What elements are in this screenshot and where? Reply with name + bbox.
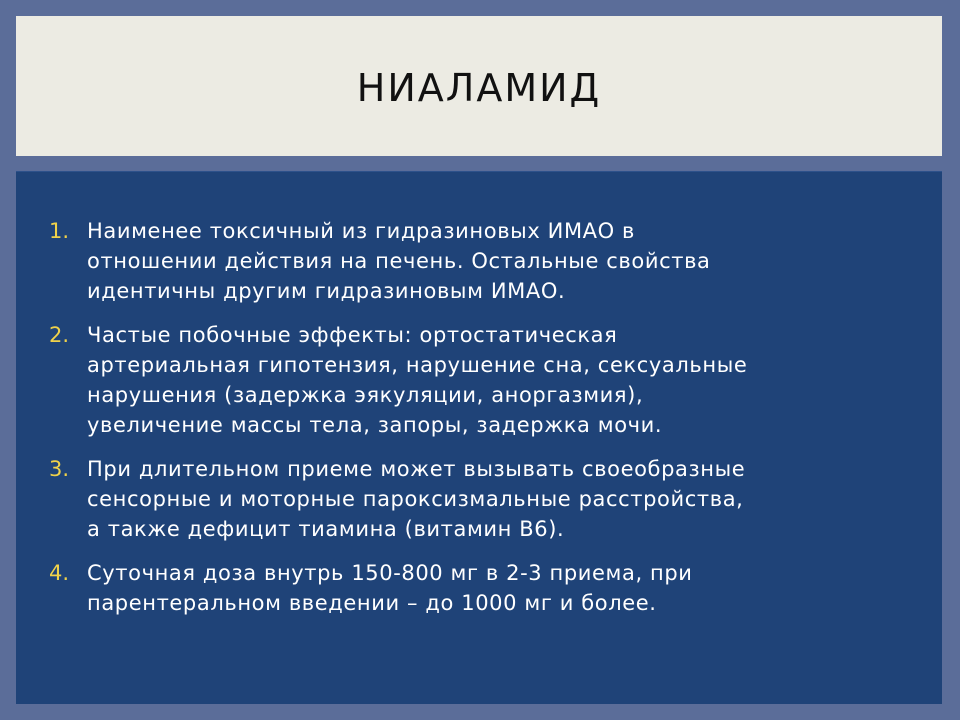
text-line: сенсорные и моторные пароксизмальные расстройства, (87, 487, 744, 511)
title-band (16, 16, 942, 156)
text-line: отношении действия на печень. Остальные свойства (87, 249, 711, 273)
content-panel (16, 171, 942, 704)
list-item (49, 558, 889, 618)
text-line: Суточная доза внутрь 150-800 мг в 2-3 приема, при (87, 561, 693, 585)
slide-title: НИАЛАМИД (356, 66, 602, 110)
text-line: парентеральном введении – до 1000 мг и более. (87, 591, 657, 615)
text-line: идентичны другим гидразиновым ИМАО. (87, 279, 566, 303)
list-item (49, 454, 889, 544)
text-line: Частые побочные эффекты: ортостатическая (87, 323, 618, 347)
text-line: нарушения (задержка эякуляции, аноргазмия), (87, 383, 644, 407)
list-item-text (87, 216, 711, 306)
list-item-number: 3. (49, 457, 70, 481)
list-item-text (87, 320, 747, 440)
list-item (49, 320, 889, 440)
list-item (49, 216, 889, 306)
text-line: артериальная гипотензия, нарушение сна, сексуальные (87, 353, 748, 377)
text-line: При длительном приеме может вызывать своеобразные (87, 457, 746, 481)
text-line: Наименее токсичный из гидразиновых ИМАО в (87, 219, 636, 243)
text-line: увеличение массы тела, запоры, задержка мочи. (87, 413, 663, 437)
list-item-text (87, 558, 693, 618)
list-item-number: 1. (49, 219, 70, 243)
text-line: а также дефицит тиамина (витамин В6). (87, 517, 565, 541)
list-item-number: 4. (49, 561, 70, 585)
numbered-list (49, 216, 889, 632)
list-item-text (87, 454, 745, 544)
list-item-number: 2. (49, 323, 70, 347)
